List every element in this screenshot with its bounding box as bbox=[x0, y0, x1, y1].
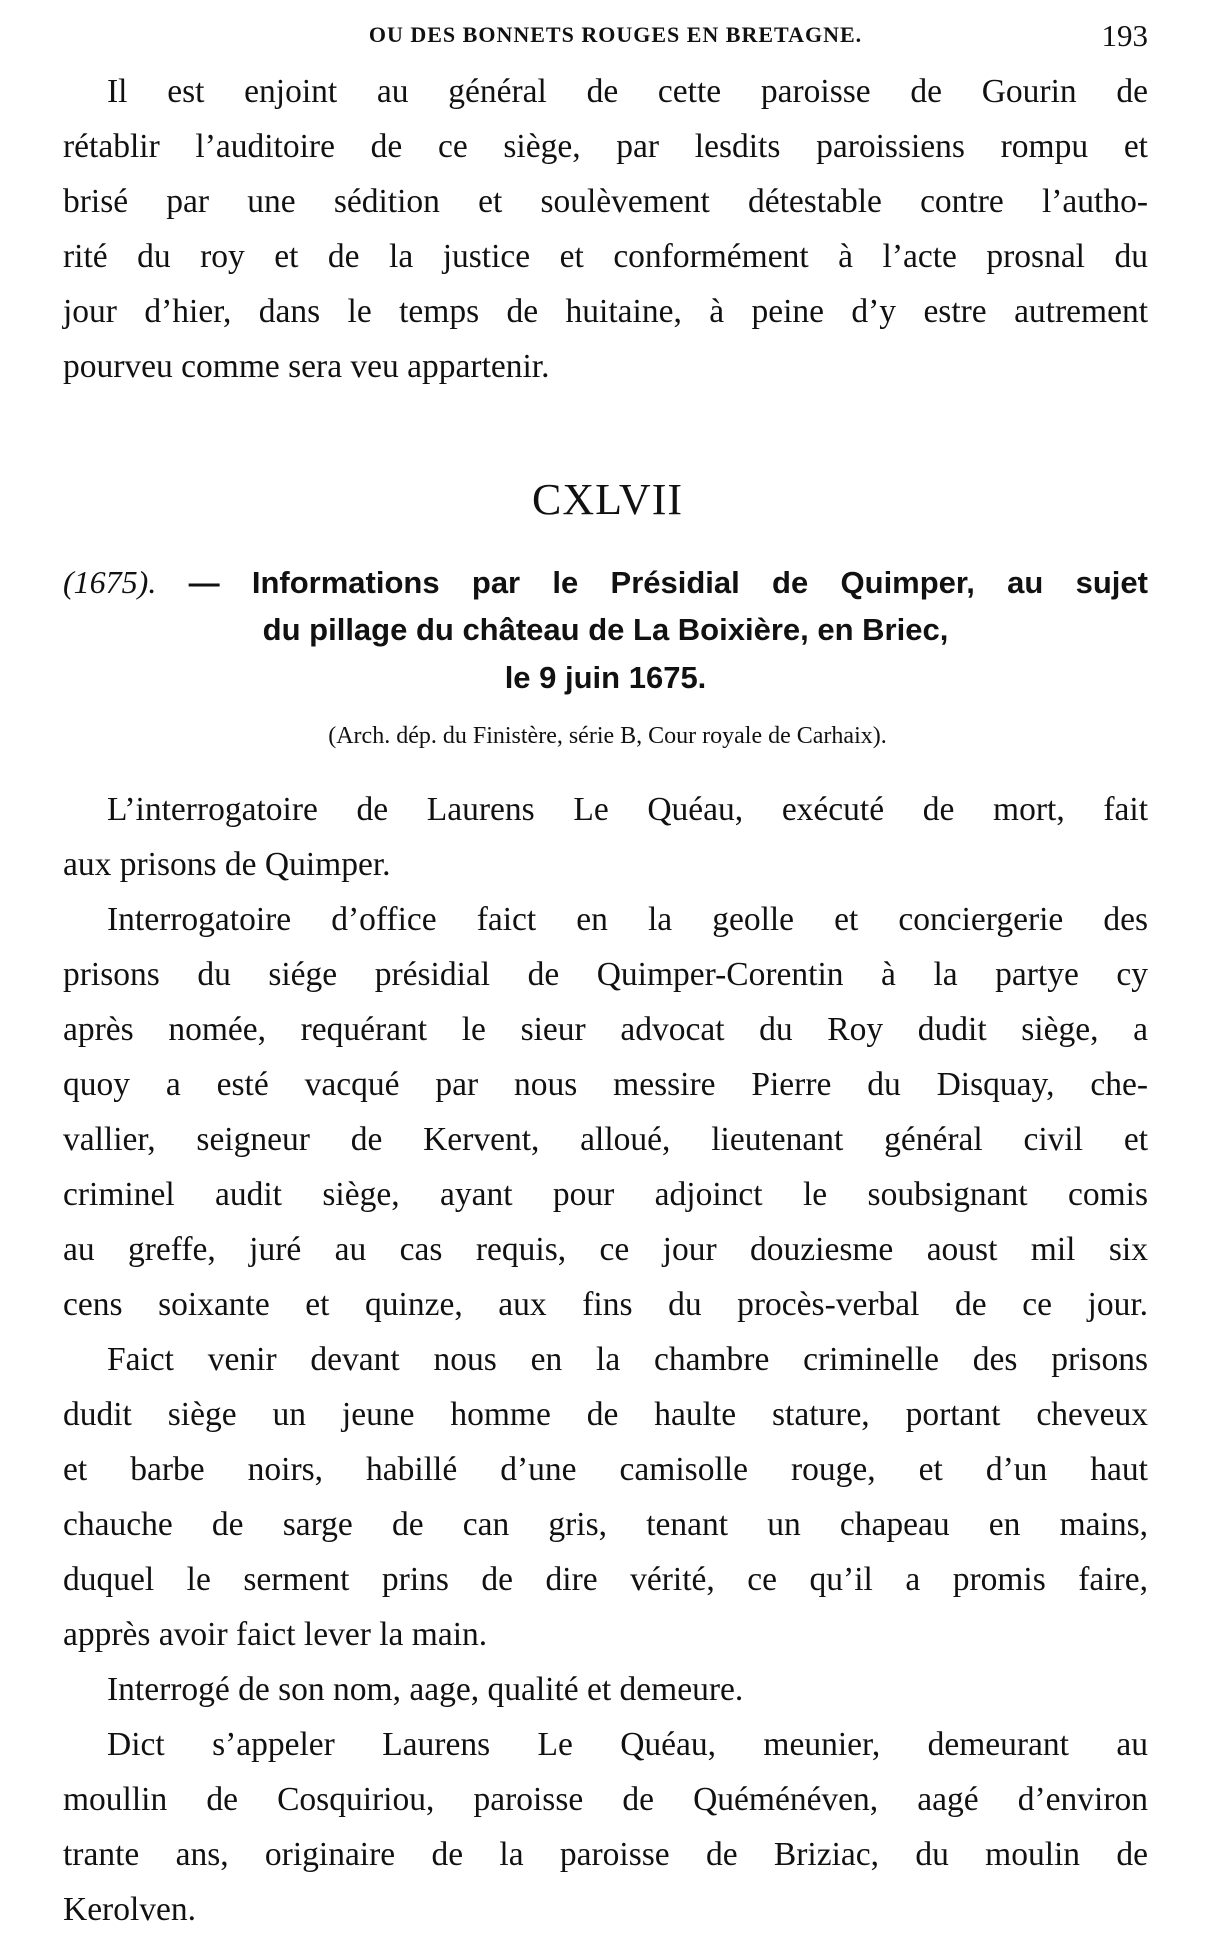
text-line: apprès avoir faict lever la main. bbox=[63, 1616, 488, 1653]
text-line: trante ans, originaire de la paroisse de Briziac, du moulin de bbox=[63, 1836, 1148, 1873]
section-title-line-2: du pillage du château de La Boixière, en Briec, bbox=[262, 612, 949, 647]
text-line: Interrogatoire d’office faict en la geolle et conciergerie des bbox=[107, 901, 1148, 938]
text-line: aux prisons de Quimper. bbox=[63, 846, 391, 883]
text-line: vallier, seigneur de Kervent, alloué, lieutenant général civil et bbox=[63, 1121, 1148, 1158]
text-line: Il est enjoint au général de cette paroisse de Gourin de bbox=[107, 73, 1148, 110]
text-line: Dict s’appeler Laurens Le Quéau, meunier, demeurant au bbox=[107, 1726, 1148, 1763]
text-line: prisons du siége présidial de Quimper-Corentin à la partye cy bbox=[63, 956, 1148, 993]
running-title: OU DES BONNETS ROUGES EN BRETAGNE. bbox=[368, 22, 863, 47]
text-line: au greffe, juré au cas requis, ce jour douziesme aoust mil six bbox=[63, 1231, 1148, 1268]
section-title-text: — Informations par le Présidial de Quimper, au sujet bbox=[188, 565, 1148, 600]
text-line: duquel le serment prins de dire vérité, ce qu’il a promis faire, bbox=[63, 1561, 1148, 1598]
page-number: 193 bbox=[1101, 18, 1148, 53]
text-line: L’interrogatoire de Laurens Le Quéau, exécuté de mort, fait bbox=[107, 791, 1148, 828]
text-line: cens soixante et quinze, aux fins du procès-verbal de ce jour. bbox=[63, 1286, 1148, 1323]
section-title-line-1 bbox=[63, 562, 1148, 603]
text-line: criminel audit siège, ayant pour adjoinct le soubsignant comis bbox=[63, 1176, 1148, 1213]
text-line: moullin de Cosquiriou, paroisse de Quéménéven, aagé d’environ bbox=[63, 1781, 1148, 1818]
text-line: chauche de sarge de can gris, tenant un chapeau en mains, bbox=[63, 1506, 1148, 1543]
text-line: quoy a esté vacqué par nous messire Pierre du Disquay, che- bbox=[63, 1066, 1148, 1103]
section-year: (1675). bbox=[63, 564, 157, 600]
section-title-line-3: le 9 juin 1675. bbox=[504, 660, 707, 695]
text-line: rétablir l’auditoire de ce siège, par lesdits paroissiens rompu et bbox=[63, 128, 1148, 165]
section-number: CXLVII bbox=[531, 475, 684, 524]
text-line: Interrogé de son nom, aage, qualité et demeure. bbox=[107, 1671, 744, 1708]
text-line: dudit siège un jeune homme de haulte stature, portant cheveux bbox=[63, 1396, 1148, 1433]
text-line: pourveu comme sera veu appartenir. bbox=[63, 348, 550, 385]
text-line: jour d’hier, dans le temps de huitaine, à peine d’y estre autrement bbox=[63, 293, 1148, 330]
text-line: Kerolven. bbox=[63, 1891, 197, 1928]
text-line: après nomée, requérant le sieur advocat du Roy dudit siège, a bbox=[63, 1011, 1148, 1048]
text-line: rité du roy et de la justice et conformément à l’acte prosnal du bbox=[63, 238, 1148, 275]
text-line: et barbe noirs, habillé d’une camisolle rouge, et d’un haut bbox=[63, 1451, 1148, 1488]
text-line: Faict venir devant nous en la chambre criminelle des prisons bbox=[107, 1341, 1148, 1378]
text-line: brisé par une sédition et soulèvement détestable contre l’autho- bbox=[63, 183, 1148, 220]
running-head bbox=[63, 18, 1148, 54]
archive-source: (Arch. dép. du Finistère, série B, Cour royale de Carhaix). bbox=[328, 723, 887, 749]
